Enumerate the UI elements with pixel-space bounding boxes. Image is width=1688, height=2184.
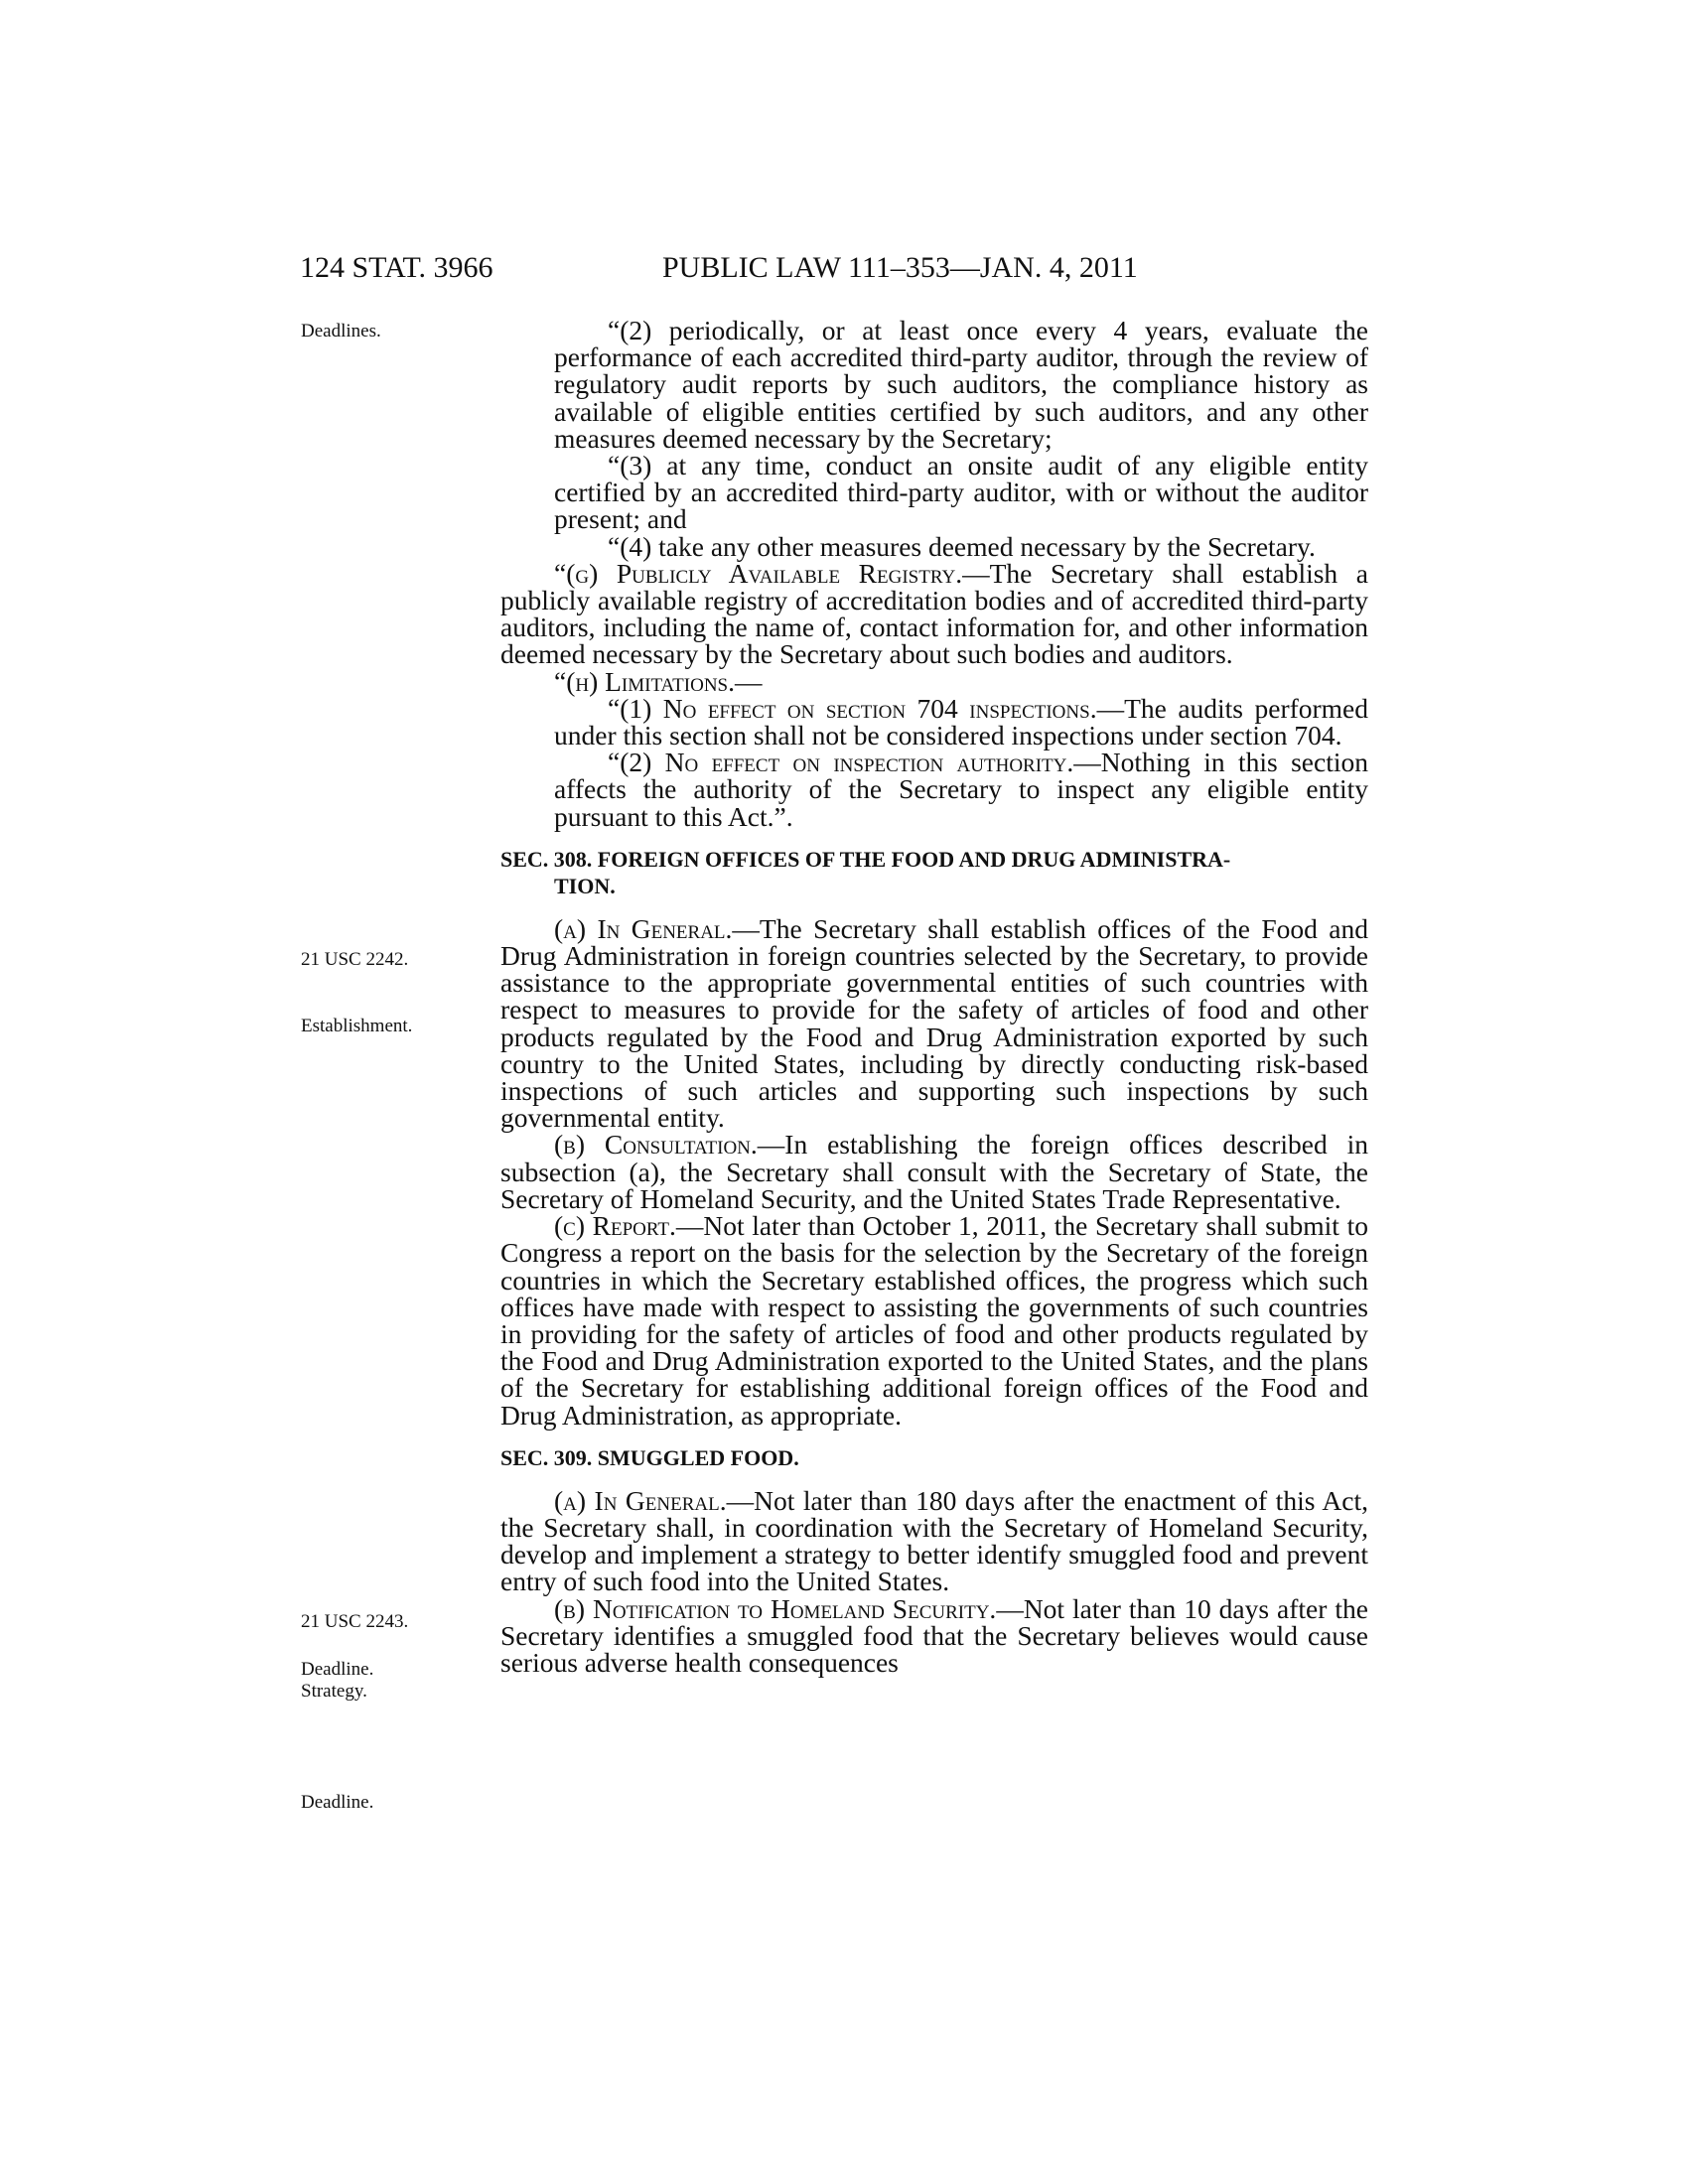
margin-note-deadline: Deadline.	[301, 1659, 374, 1680]
paragraph-309a-heading: (a) In General.	[554, 1484, 727, 1516]
paragraph-308b-heading: (b) Consultation.	[554, 1129, 758, 1160]
paragraph-308c-body: —Not later than October 1, 2011, the Secretary shall submit to Congress a report on the basis for the selection by the Secretary of the foreign countries in which the Secretary established offices, the progress which such offices have made with respect to assisting the governments of such countries in providing for the safety of articles of food and other products regulated by the Food and Drug Administration exported to the United States, and the plans of the Secretary for establishing additional foreign offices of the Food and Drug Administration, as appropriate.	[500, 1210, 1368, 1431]
section-308-heading	[500, 846, 1368, 899]
paragraph-308c-heading: (c) Report.	[554, 1210, 676, 1242]
section-309-heading: SEC. 309. SMUGGLED FOOD.	[500, 1444, 799, 1470]
paragraph-308a	[500, 912, 1368, 1134]
margin-note-deadlines: Deadlines.	[301, 321, 381, 341]
paragraph-f4: “(4) take any other measures deemed necessary by the Secretary.	[608, 530, 1316, 562]
paragraph-309b-body: —Not later than 10 days after the Secretary identifies a smuggled food that the Secretary believes would cause serious adverse health consequences	[500, 1592, 1368, 1678]
margin-note-strategy: Strategy.	[301, 1681, 367, 1702]
paragraph-h2-body: —Nothing in this section affects the authority of the Secretary to inspect any eligible entity pursuant to this Act.”.	[554, 747, 1368, 832]
page-header	[300, 248, 1372, 288]
paragraph-308c	[500, 1212, 1368, 1429]
paragraph-h2	[500, 749, 1368, 830]
paragraph-f3: “(3) at any time, conduct an onsite audit of any eligible entity certified by an accredited third-party auditor, with or without the auditor present; and	[554, 450, 1368, 535]
section-308-heading-line2: TION.	[554, 873, 616, 898]
margin-note-establishment: Establishment.	[301, 1016, 413, 1036]
margin-note-21-usc-2243: 21 USC 2243.	[301, 1611, 409, 1632]
paragraph-309b	[500, 1592, 1368, 1678]
paragraph-308b-body: —In establishing the foreign offices described in subsection (a), the Secretary shall consult with the Secretary of State, the Secretary of Homeland Security, and the United States Trade Representative.	[500, 1129, 1369, 1214]
paragraph-f2: “(2) periodically, or at least once every 4 years, evaluate the performance of each accredited third-party auditor, through the review of regulatory audit reports by such auditors, the compliance history as available of eligible entities certified by such auditors, and any other measures deemed necessary by the Secretary;	[554, 315, 1368, 454]
margin-note-21-usc-2242: 21 USC 2242.	[301, 949, 409, 970]
paragraph-h2-heading: “(2) No effect on inspection authority.	[608, 747, 1074, 778]
paragraph-309a	[500, 1484, 1368, 1597]
margin-note-deadline-2: Deadline.	[301, 1792, 374, 1813]
public-law-citation: PUBLIC LAW 111–353—JAN. 4, 2011	[662, 251, 1138, 284]
paragraph-h1-body: —The audits performed under this section shall not be considered inspections under section 704.	[554, 692, 1369, 751]
paragraph-308a-body: —The Secretary shall establish offices of the Food and Drug Administration in foreign countries selected by the Secretary, to provide assistance to the appropriate governmental entities of such countries with respect to measures to provide for the safety of articles of food and other products regulated by the Food and Drug Administration exported by such country to the United States, including by directly conducting risk-based inspections of such articles and supporting such inspections by such governmental entity.	[500, 912, 1368, 1134]
paragraph-g	[500, 557, 1368, 670]
paragraph-309a-body: —Not later than 180 days after the enactment of this Act, the Secretary shall, in coordination with the Secretary of Homeland Security, develop and implement a strategy to better identify smuggled food and prevent entry of such food into the United States.	[500, 1484, 1368, 1597]
paragraph-308b	[500, 1131, 1368, 1212]
paragraph-h1-heading: “(1) No effect on section 704 inspections.	[608, 692, 1097, 724]
subsection-g-body: —The Secretary shall establish a publicly available registry of accreditation bodies and of accredited third-party auditors, including the name of, contact information for, and other information deemed necessary by the Secretary about such bodies and auditors.	[500, 557, 1368, 670]
section-308-heading-line1: SEC. 308. FOREIGN OFFICES OF THE FOOD AND DRUG ADMINISTRA-	[500, 846, 1231, 872]
paragraph-h1	[500, 692, 1369, 751]
paragraph-309b-heading: (b) Notification to Homeland Security.	[554, 1592, 997, 1624]
body-text	[500, 317, 1368, 1676]
statute-page-number: 124 STAT. 3966	[300, 251, 493, 284]
subsection-h-heading: “(h) Limitations.—	[554, 665, 763, 697]
paragraph-308a-heading: (a) In General.	[554, 912, 733, 944]
subsection-g-heading: “(g) Publicly Available Registry.	[554, 557, 963, 589]
